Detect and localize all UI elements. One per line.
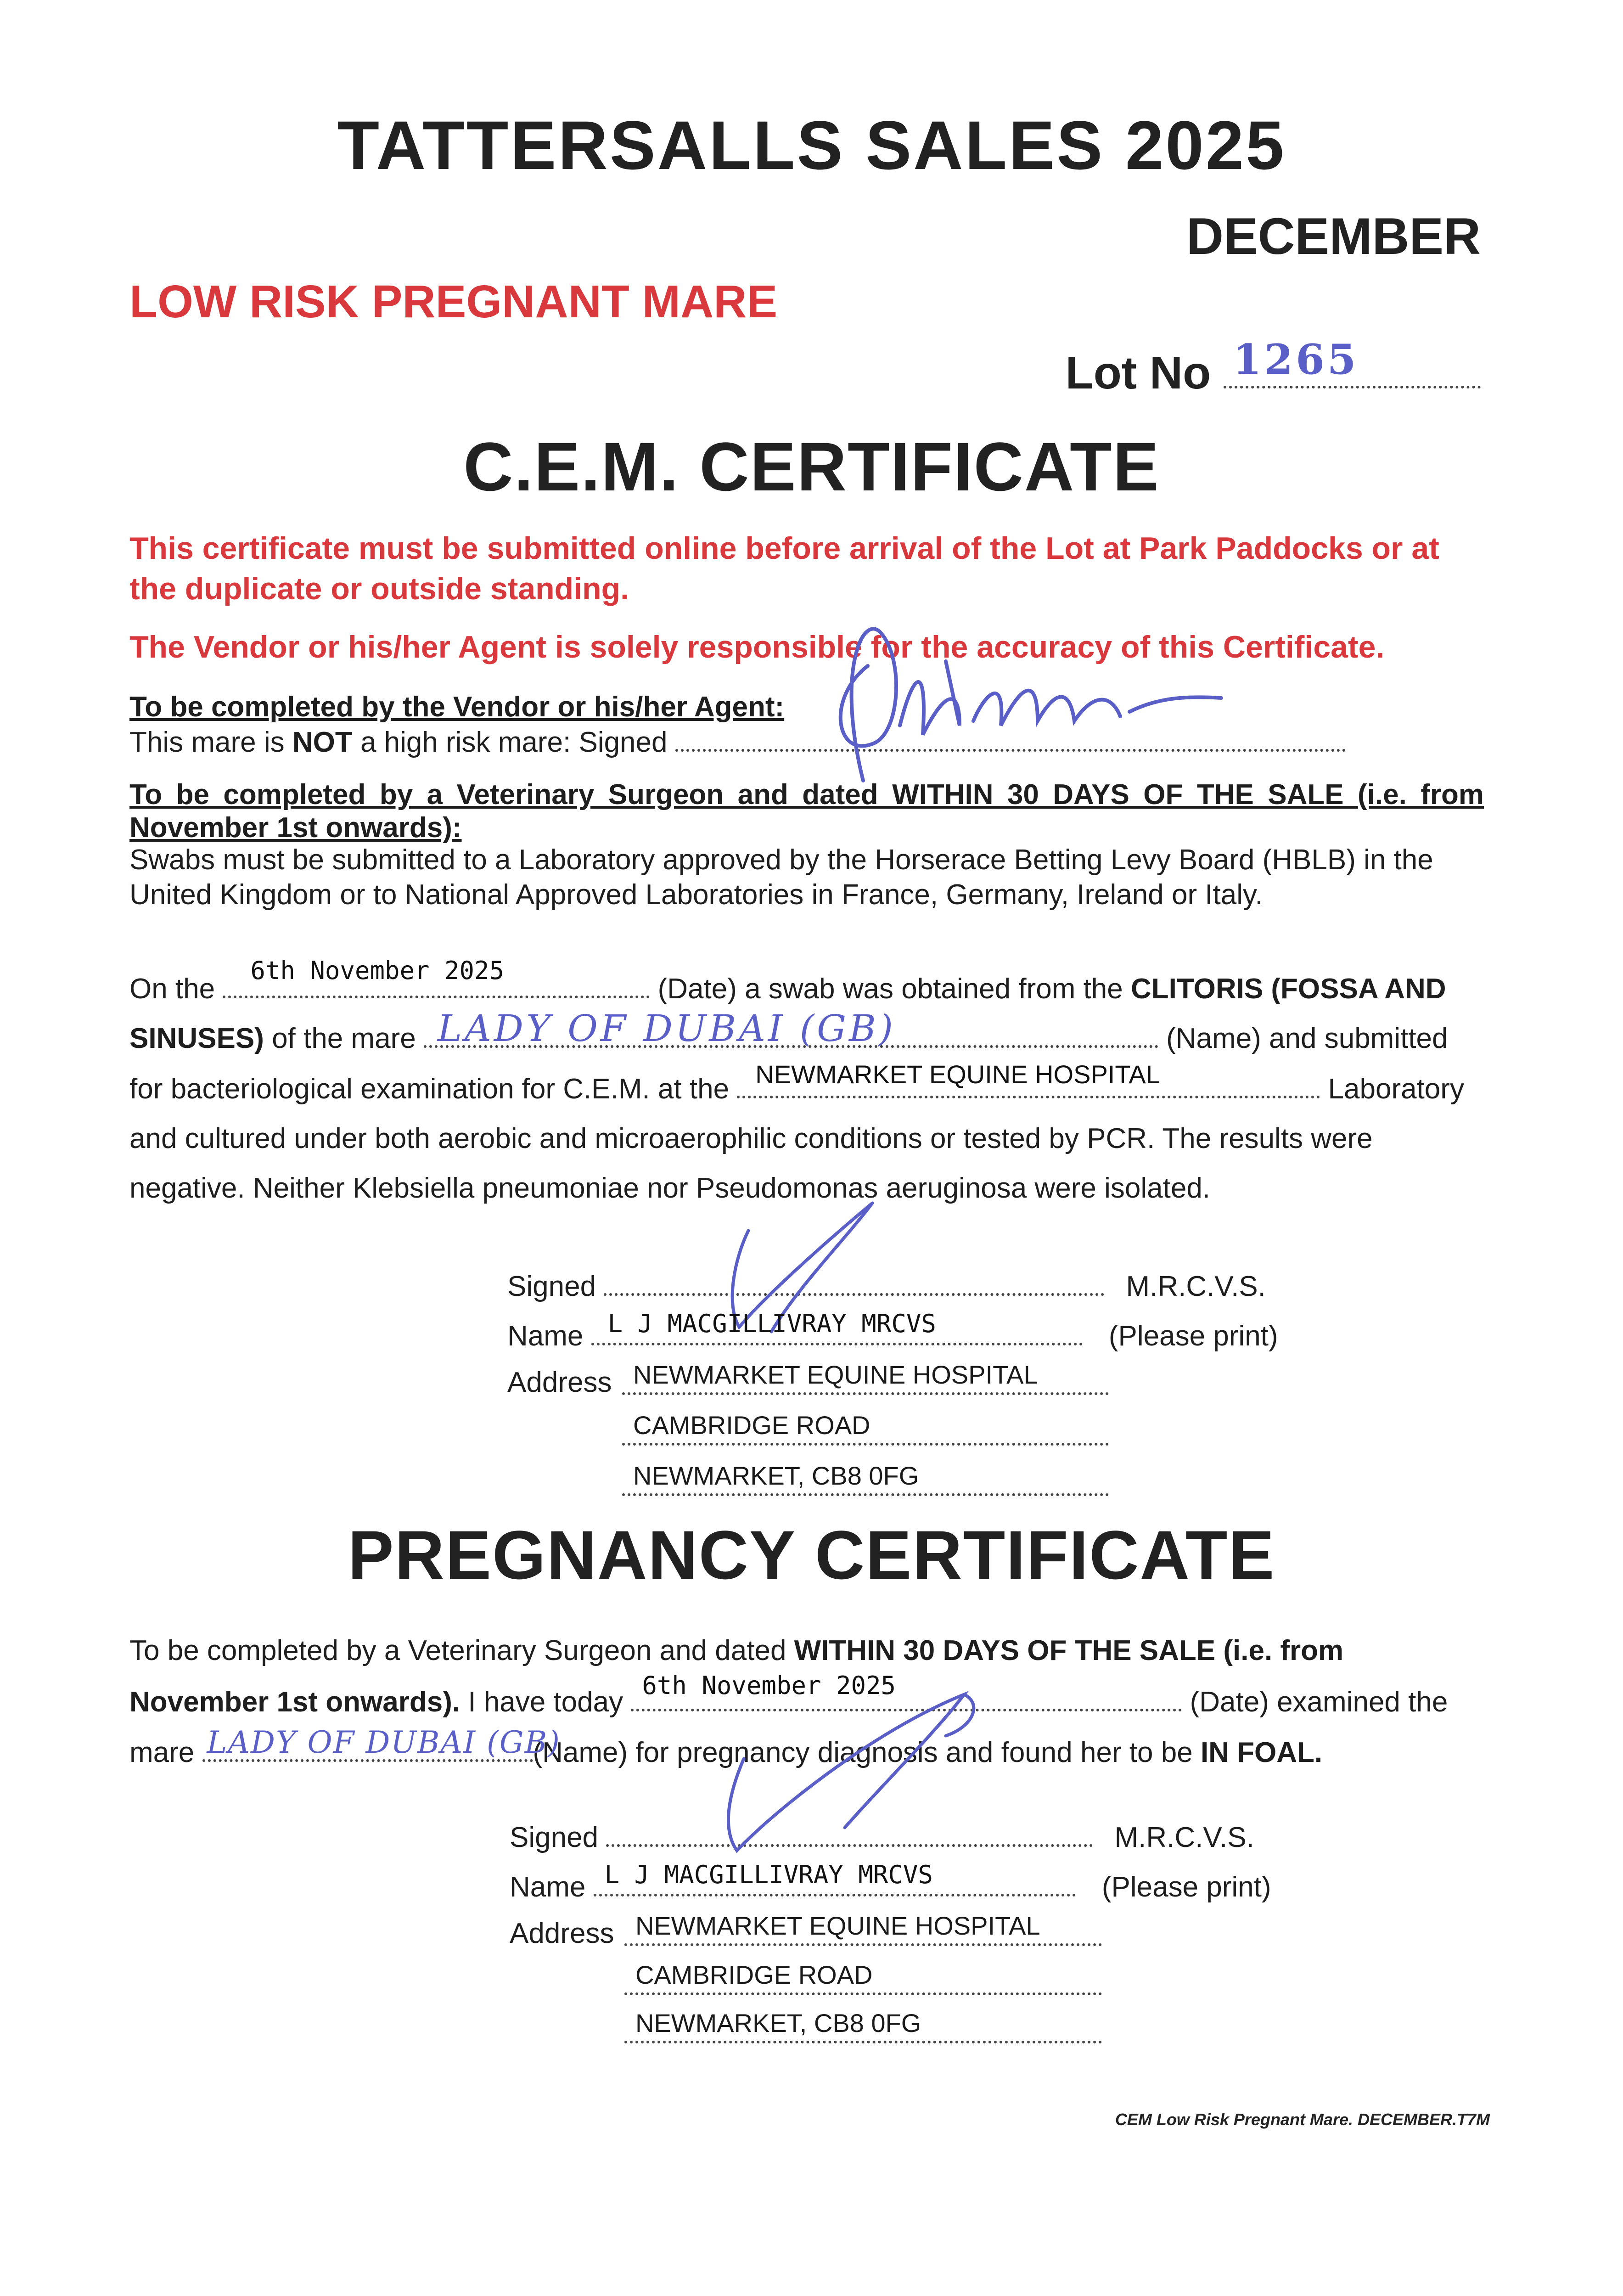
swab-date-line	[129, 956, 1498, 1007]
responsibility-notice: The Vendor or his/her Agent is solely responsible for the accuracy of this Certificate.	[129, 630, 1385, 664]
cem-address-text-2: CAMBRIDGE ROAD	[633, 1411, 870, 1440]
cem-name-field	[591, 1309, 1083, 1345]
pregnancy-address-line-3	[624, 2011, 1102, 2043]
pregnancy-mrcvs-label: M.R.C.V.S.	[1114, 1822, 1254, 1853]
cem-address-line-2	[622, 1413, 1109, 1446]
pregnancy-name-row	[510, 1860, 1271, 1903]
cem-mrcvs-label: M.R.C.V.S.	[1126, 1271, 1266, 1302]
laboratory-label: Laboratory	[1328, 1073, 1464, 1105]
vendor-not-emphasis: NOT	[292, 726, 353, 758]
clitoris-fossa-label: CLITORIS (FOSSA AND	[1130, 973, 1446, 1005]
cem-address-label: Address	[507, 1367, 612, 1398]
swab-requirements: Swabs must be submitted to a Laboratory approved by the Horserace Betting Levy Board (HBLB) in the United Kingdom or to National Approved Laboratories in France, Germany, Ireland or Italy.	[129, 844, 1433, 911]
culture-text: and cultured under both aerobic and microaerophilic conditions or tested by PCR. The results were	[129, 1123, 1373, 1154]
name-submitted-label: (Name) and submitted	[1166, 1023, 1448, 1054]
pregnancy-name-field	[594, 1860, 1076, 1896]
pregnancy-address-text-2: CAMBRIDGE ROAD	[635, 1960, 873, 1989]
pregnancy-address-label: Address	[510, 1918, 614, 1949]
pregnancy-mare-name-field	[202, 1725, 561, 1762]
examined-the-label: (Date) examined the	[1190, 1686, 1448, 1718]
mare-name-field	[424, 1007, 1158, 1050]
vendor-text: This mare is	[129, 726, 292, 758]
bacteriological-text: for bacteriological examination for C.E.M. at the	[129, 1073, 730, 1105]
risk-label: LOW RISK PREGNANT MARE	[129, 276, 778, 327]
lot-label: Lot No	[1065, 347, 1211, 399]
swab-date-field	[223, 956, 650, 998]
pregnancy-within-30-days: WITHIN 30 DAYS OF THE SALE (i.e. from	[794, 1635, 1344, 1666]
laboratory-value: NEWMARKET EQUINE HOSPITAL	[755, 1060, 1160, 1089]
mare-name-line	[129, 1007, 1498, 1057]
cem-address-text-3: NEWMARKET, CB8 0FG	[633, 1461, 919, 1490]
form-reference-footer: CEM Low Risk Pregnant Mare. DECEMBER.T7M	[1115, 2110, 1490, 2129]
pregnancy-address-text-1: NEWMARKET EQUINE HOSPITAL	[635, 1911, 1040, 1940]
i-have-today-label: I have today	[460, 1686, 623, 1718]
cem-please-print-label: (Please print)	[1108, 1320, 1278, 1352]
swab-date-suffix: (Date) a swab was obtained from the	[657, 973, 1131, 1005]
pregnancy-november-label: November 1st onwards).	[129, 1686, 461, 1718]
vendor-signed-label: a high risk mare: Signed	[352, 726, 668, 758]
mare-name-value: LADY OF DUBAI (GB)	[437, 1007, 896, 1050]
pregnancy-address-line-2	[624, 1960, 1102, 1995]
cem-vet-name-value: L J MACGILLIVRAY MRCVS	[607, 1309, 936, 1338]
submission-notice: This certificate must be submitted online before arrival of the Lot at Park Paddocks or at the duplicate or outside standing.	[129, 531, 1439, 606]
pregnancy-please-print-label: (Please print)	[1101, 1871, 1271, 1903]
pregnancy-certificate-title: PREGNANCY CERTIFICATE	[348, 1516, 1275, 1593]
sinuses-label: SINUSES)	[129, 1023, 264, 1054]
laboratory-line	[129, 1060, 1498, 1108]
lot-number-line	[1224, 335, 1481, 388]
swab-date-value: 6th November 2025	[250, 956, 505, 985]
cem-name-row	[507, 1309, 1278, 1352]
negative-results-text: negative. Neither Klebsiella pneumoniae nor Pseudomonas aeruginosa were isolated.	[129, 1172, 1211, 1204]
in-foal-label: IN FOAL.	[1200, 1737, 1323, 1768]
vet-section-heading: To be completed by a Veterinary Surgeon and dated WITHIN 30 DAYS OF THE SALE (i.e. from November 1st onwards):	[129, 779, 1484, 844]
cem-signed-label: Signed	[507, 1271, 596, 1302]
cem-certificate-title: C.E.M. CERTIFICATE	[463, 428, 1160, 505]
of-the-mare-label: of the mare	[264, 1023, 416, 1054]
pregnancy-intro-text: To be completed by a Veterinary Surgeon and dated	[129, 1635, 794, 1666]
pregnancy-intro-line-1	[129, 1632, 1488, 1669]
pregnancy-address-text-3: NEWMARKET, CB8 0FG	[635, 2009, 921, 2037]
on-the-label: On the	[129, 973, 215, 1005]
pregnancy-mare-name-value: LADY OF DUBAI (GB)	[207, 1725, 561, 1760]
pregnancy-vet-signature-scribble	[652, 1676, 1065, 1869]
pregnancy-vet-name-value: L J MACGILLIVRAY MRCVS	[604, 1860, 933, 1889]
cem-address-text-1: NEWMARKET EQUINE HOSPITAL	[633, 1360, 1038, 1389]
pregnancy-date-value: 6th November 2025	[642, 1671, 896, 1700]
sale-month: DECEMBER	[1186, 208, 1481, 265]
document-title: TATTERSALLS SALES 2025	[337, 107, 1286, 184]
laboratory-field	[737, 1060, 1320, 1098]
lot-number-value: 1265	[1233, 335, 1359, 384]
cem-address-line-3	[622, 1461, 1109, 1496]
pregnancy-name-label: Name	[510, 1871, 586, 1903]
pregnancy-diagnosis-text: (Name) for pregnancy diagnosis and found her to be	[533, 1737, 1201, 1768]
vendor-signature-scribble	[808, 606, 1267, 799]
mare-label: mare	[129, 1737, 195, 1768]
pregnancy-address-line-1	[624, 1911, 1102, 1946]
cem-address-line-1	[622, 1360, 1109, 1395]
cem-name-label: Name	[507, 1320, 584, 1352]
vendor-section-heading: To be completed by the Vendor or his/her Agent:	[129, 691, 785, 723]
pregnancy-signed-label: Signed	[510, 1822, 599, 1853]
lot-number-field	[1065, 335, 1481, 400]
